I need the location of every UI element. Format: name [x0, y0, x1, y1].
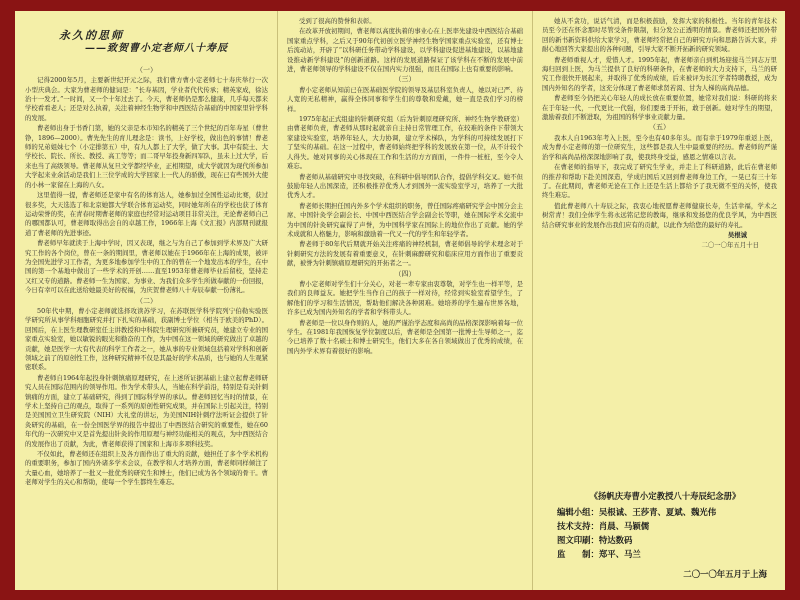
section-heading: （五） — [649, 123, 670, 132]
column-1 — [25, 17, 268, 587]
paragraph: 1975年起正式组建的针刺研究组（后为针刺原理研究所、神经生物学教研室）由曹老师负责，曹老师从那时起就亲自主持日常管理工作，在较难的条件下带领大家建设实验室，培养年轻人，大力协调，建立学术梯队，为学科的可持续发展打下了坚实的基础。在这一过程中，曹老师始终把学科的发展放在第一位，从不计较个人得失。她对同事的关心体现在工作和生活的方方面面，一件件一桩桩，至今令人难忘。 — [287, 115, 523, 171]
paragraph: 曹小定老师对学生们十分关心，对老一辈专家由衷尊敬，对学生也一样平等，是我们的良师益友。她把学生当作自己的孩子一样对待，经常到实验室看望学生，了解他们的学习和生活情况，帮助他们解决各种困难。她培养的学生遍布世界各地，许多已成为国内外知名的学者和学科带头人。 — [287, 279, 523, 317]
section-heading: （三） — [394, 75, 416, 84]
section-heading: （四） — [394, 269, 416, 278]
credits-title: 《扬帆庆寿曹小定教授八十寿辰纪念册》 — [589, 491, 741, 501]
paragraph: 曹老师自1964年起投身针刺镇痛原理研究，在上述所证据基础上建立起曹老师研究人员在国际范围内的领导作用。作为学术带头人，当她在科学前沿，特别是有关针刺镇痛的方面，建立了基础研究，得到了国际科学界的承认。曹老师回忆当时的情景，在学术上坚持自己的观点，取得了一系列的原创性研究成果，并在国际上引起关注，特别是美国国立卫生研究院（NIH）大礼堂的讲坛，为美国NIH针刺疗法听证会提供了针灸研究的基础，在一份全国医学界的报告中提出了中西医结合研究的重要性，她在60年代的一次研究中又是首先提出针灸的作用原理与神经功能相关的观点，为中西医结合的发展作出了贡献，为此，曹老师获得了国家和上海市多项科技奖。 — [25, 373, 268, 448]
credits-row: 监 制：郑平、马兰 — [557, 549, 641, 559]
author-signature: 吴根诚 — [727, 230, 747, 239]
paragraph: 曹老师从基础研究中寻找突破，在科研中倡导团队合作，提倡学科交叉。她不但鼓励年轻人出国深造，还积极推荐优秀人才到国外一流实验室学习，培养了一大批优秀人才。 — [287, 172, 523, 200]
paragraph: 值此曹老师八十寿辰之际，我衷心地祝愿曹老师健康长寿，生活幸福，学术之树常青！我们全体学生将永远铭记您的教诲，继承和发扬您的优良学风，为中西医结合研究事业的发展作出我们应有的贡献，以此作为给您的最好的寿礼。 — [542, 201, 777, 229]
paragraph: 曹老师出身于书香门第，她的父亲是本市知名的精英了三个世纪的百年寿星（曹世铮，1896—2000）。曹先先生的育儿理念是：读书，上好学校，做出色的事情！曹老师的兄弟姐妹七个（小定排第五）中，有九人都上了大学，做了大事。其中有院士、大学校长、院长、所长、教授、高工等等；而二哥早年投身新四军队，虽未上过大学，后来也当了高级领导。曹老师从复旦文学都经毕业，正相期望，成大学就因为现代所参加大学起来业余活动是我们上三位学成的大学回家上一代人的骄傲，现在已有些国外大使的小林一家留在上海的八女。 — [25, 124, 268, 189]
credits-row: 图文印刷：特达数码 — [557, 535, 633, 545]
paragraph: 曹老师至今仍把关心年轻人的成长放在重要位置，她常对我们说：科研的将来在于年轻一代，一代更比一代强，你们要勇于开拓，敢于创新。她对学生的期望，激励着我们不断进取，为祖国的科学事业贡献力量。 — [542, 94, 777, 122]
column-3 — [542, 17, 777, 477]
paragraph: 我本人自1963年考入上医，至今也有40多年头。而有幸于1979年重返上医，成为曹小定老师的第一位研究生，这些都是我人生中最重要的经历。曹老师的严谨治学和高尚品格深深地影响了我，使我终身受益，感恩之情难以言表。 — [542, 133, 777, 161]
paragraph: 曹老师长期担任国内外多个学术组织的职务，曾任国际疼痛研究学会中国分会主席、中国针灸学会副会长、中国中西医结合学会副会长等职，她在国际学术交流中为中国的针灸研究赢得了声誉，为中国科学家在国际上的地位作出了贡献。她的学术成就和人格魅力，影响和激励着一代又一代的学生和年轻学者。 — [287, 201, 523, 238]
paragraph: 曹老师是一位以身作则的人，她的严谨治学态度和高尚的品格深深影响着每一位学生。在1981年我国恢复学位制度以后，曹老师是全国第一批博士生导师之一，迄今已培养了数十名硕士和博士研究生，他们大多在各自领域做出了优秀的成绩，在国内外学术界有着很好的影响。 — [287, 318, 523, 355]
paragraph: 她从不贪功，说话气清，而是积极鼓励，发挥大家的积极性。当年的青年技术员至今还在怀念那时尽管受条件限制，但分发公正透明的情景。曹老师还把国外带回的新书新资料供给大家学习，曹老师经常把自己的研究方向和思路告诉大家，并耐心地回答大家提出的各种问题，引导大家不断开拓新的研究领域。 — [542, 17, 777, 54]
paragraph: 50年代中期，曹小定老师就选择攻读苏学习，在苏联医学科学院列宁伯勒实验医学研究所从事学科细胞研究并打下扎实的基础，获副博士学位（相当于欧美的PhD）。回国后，在上医生理教研室任主讲教授和中科院生理研究所兼研究员，她建立专业的国家重点实验室，她以敏锐的眼光和勤奋的工作，为中国在这一领域的研究做出了卓越的贡献，她是医学一大有代表的科学工作者之一，她从事的专业领域包括着对学科和创新领域之前了的原创性工作，这种研究精神不仅是其最好的学术品质，也与她的人生观紧密联系。 — [25, 306, 268, 372]
paragraph: 曹老师早年就读于上海中学时，因又表现，继之与为自己了参加到学术界及广大研究工作的各个岗位，曾在一条的期间里，曹老师以她在于1966年在上海的成果，被评为全国先进学习工作者，为更多地参加学生中的工作的曾在一个地发出本的学生，在中国的第一个基地中做出了一些学术的开创……直至1953年曹老师毕业后留校，坚持走又红又专的道路。曹老师一生为国家、为事业、为我们众多学生所做奉献的一份回报，今日有幸可以在此送给她最美好的祝福，为庆贺曹老师八十寿辰奉献一份薄礼。 — [25, 239, 268, 295]
column-2 — [287, 17, 523, 587]
paragraph: 这里值得一提，曹老师还是家中有名的体育达人，她参加过全国性运动比赛，获过很多奖，大天选选了和北京她都大学联合体育运动奖，同时她年所在的学校也获了体育运动荣誉的奖，在青春时期曹老师的家庭也经常对运动项目非常关注，无论曹老师自己的哪国都认可，曹老师取得出会自的卓越工作，1966年上海《文汇报》内部期刊就报道了曹老师的先进事迹。 — [25, 191, 268, 237]
credits-date: 二〇一〇年五月于上海 — [683, 569, 767, 579]
section-heading: （二） — [136, 296, 157, 305]
paragraph: 曹老师重视人才，爱惜人才。1995年起，曹老师亲自到机场迎接马兰同志万里海归回到上医，为马兰提供了良好的科研条件，在曹老师的大力支持下，马兰的研究工作很快开展起来，并取得了优秀的成绩，后来被评为长江学者特聘教授，成为国内外知名的学者，这充分体现了曹老师求贤若渴、甘为人梯的高尚品德。 — [542, 55, 777, 92]
paragraph: 曹小定老师从知前已在医基础医学院的领导及基层科室负责人，她以对已严、待人宽的无私精神，赢得全体同事和学生们的尊敬和爱戴，她一直是我们学习的榜样。 — [287, 85, 523, 113]
paragraph: 不仅如此，曹老师还在组织上及各方面作出了重大的贡献，她担任了多个学术机构的重要职务，参加了国内外诸多学术会议，在教学和人才培养方面，曹老师同样倾注了大量心血，她培养了一批又一批优秀的研究生和博士，他们已成为各个领域的骨干。曹老师对学生的关心和帮助，使每一个学生都终生难忘。 — [25, 450, 268, 487]
paragraph: 在改革开放初期间，曹老师以高度执着的事业心在上医率先建设中西医结合基础国家重点学科，之后又于90年代初创立医学神经生物学国家重点实验室，还有博士后流动站，开辟了“以科研任务带动学科建设，以学科建设促进基地建设，以基地建设推动新学科建设”的创新道路。这样的发展道路保证了该学科在不断的发展中前进，曹老师领导的学科建设不仅在国内实力很强，而且在国际上也有重要的影响。 — [287, 27, 523, 74]
article-subtitle: ——致贺曹小定老师八十寿辰 — [85, 43, 228, 55]
paragraph: 在曹老师的指导下，我完成了研究生学业，并走上了科研道路，此后在曹老师的推荐和帮助下赴美国深造，学成归国后又回到曹老师身边工作，一晃已有三十年了。在此期间，曹老师无论在工作上还是生活上都给予了我无微不至的关怀，使我终生难忘。 — [542, 163, 777, 200]
paragraph: 记得2000年5月，主要新世纪开元之际，我们曹方曹小定老师七十寿庆举行一次小型庆典会。大家为曹老师的健词是：“长寿基因，学业者代代传承；精英家成，徐达治十一发才。”一时间，又一个十年过去了。今天，曹老师仍是那么健康，几乎每天都来学校看看老人；还是对么执着，关注着神经生物学和中西医结合基础的中国家里针学科的发展。 — [25, 76, 268, 122]
memorial-page — [15, 11, 785, 590]
paragraph: 受到了很高的赞誉和表彰。 — [299, 17, 376, 25]
credits-row: 技术支持：肖晨、马颖儒 — [557, 521, 650, 531]
credits-row: 编辑小组：吴根诚、王莎青、夏斌、魏光伟 — [557, 507, 717, 517]
column-divider — [532, 11, 533, 590]
credits-block — [555, 489, 775, 581]
paragraph: 曹老师于80年代后期就开始关注疼痛的神经机制，曹老师倡导的学术理念对于针刺研究方法的发展有着重要意义，在针刺麻醉研究和临床应用方面作出了重要贡献，被誉为针刺镇痛原理研究的开拓者之一。 — [287, 240, 523, 268]
section-heading: （一） — [136, 65, 157, 74]
signature-date: 二〇一〇年五月十日 — [701, 241, 759, 250]
column-divider — [277, 11, 278, 590]
article-title: 永久的思师 — [59, 29, 124, 42]
